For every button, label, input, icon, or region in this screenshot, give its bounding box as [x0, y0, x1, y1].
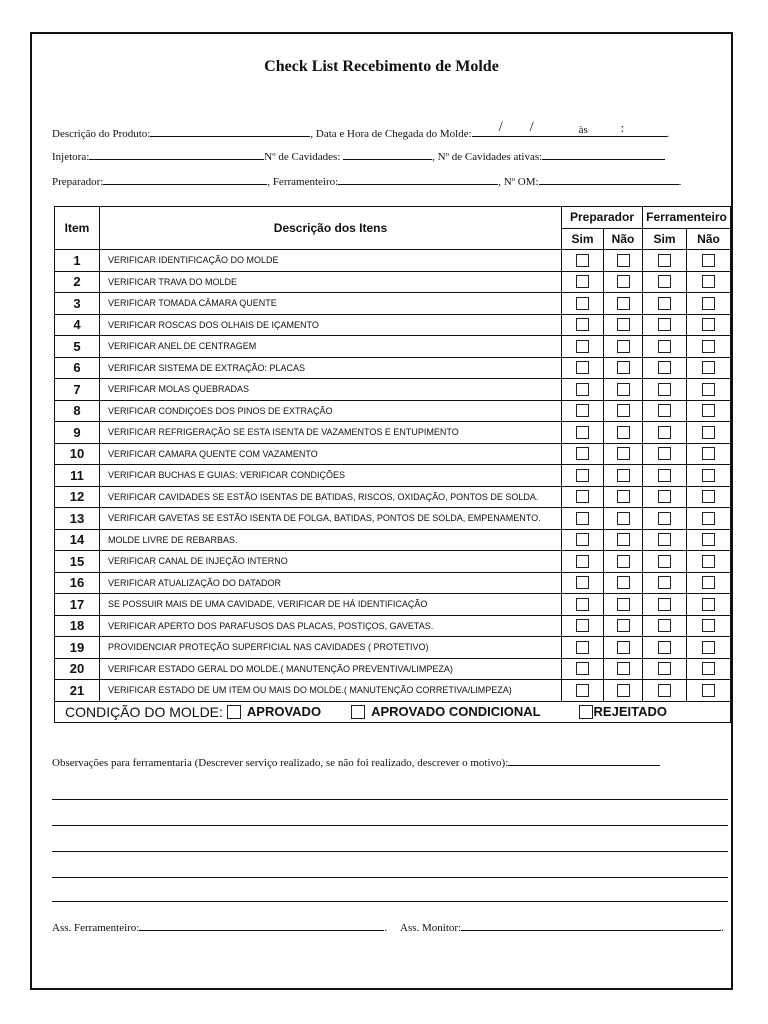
checkbox-prep-sim[interactable] [576, 361, 589, 374]
checkbox-prep-nao[interactable] [617, 404, 630, 417]
checkbox-cell-prep-nao [604, 271, 643, 293]
item-description: VERIFICAR ESTADO GERAL DO MOLDE.( MANUTENÇÃO PREVENTIVA/LIMPEZA) [100, 658, 562, 680]
table-row [55, 336, 731, 358]
header-ferr-nao: Não [687, 228, 731, 250]
checkbox-ferr-nao[interactable] [702, 662, 715, 675]
checkbox-prep-sim[interactable] [576, 576, 589, 589]
checkbox-prep-sim[interactable] [576, 598, 589, 611]
checkbox-cell-prep-sim [562, 271, 604, 293]
item-description: VERIFICAR ANEL DE CENTRAGEM [100, 336, 562, 358]
table-row [55, 357, 731, 379]
checkbox-cell-ferr-sim [643, 250, 687, 272]
ass-monitor-label: Ass. Monitor: [400, 922, 462, 934]
checkbox-prep-nao[interactable] [617, 662, 630, 675]
checkbox-prep-nao[interactable] [617, 254, 630, 267]
checkbox-cell-prep-sim [562, 658, 604, 680]
checkbox-cell-ferr-nao [687, 250, 731, 272]
ferramenteiro-field[interactable] [338, 173, 498, 185]
checkbox-ferr-sim[interactable] [658, 490, 671, 503]
checkbox-cell-ferr-nao [687, 314, 731, 336]
observacoes-line-1[interactable] [52, 799, 728, 800]
checkbox-ferr-sim[interactable] [658, 383, 671, 396]
checkbox-prep-sim[interactable] [576, 555, 589, 568]
item-description: VERIFICAR ESTADO DE UM ITEM OU MAIS DO MOLDE.( MANUTENÇÃO CORRETIVA/LIMPEZA) [100, 680, 562, 702]
header-prep-sim: Sim [562, 228, 604, 250]
checkbox-cell-prep-sim [562, 443, 604, 465]
checkbox-cell-ferr-nao [687, 271, 731, 293]
checkbox-ferr-nao[interactable] [702, 619, 715, 632]
observacoes-line-3[interactable] [52, 851, 728, 852]
checkbox-cell-ferr-nao [687, 572, 731, 594]
item-description: VERIFICAR GAVETAS SE ESTÃO ISENTA DE FOLGA, BATIDAS, PONTOS DE SOLDA, EMPENAMENTO. [100, 508, 562, 530]
checkbox-prep-sim[interactable] [576, 340, 589, 353]
num-cavidades-ativas-label: Nº de Cavidades ativas: [437, 151, 543, 163]
checkbox-cell-prep-sim [562, 486, 604, 508]
checkbox-cell-prep-sim [562, 508, 604, 530]
checkbox-cell-prep-nao [604, 508, 643, 530]
descricao-produto-field[interactable] [150, 125, 310, 137]
header-ferramenteiro: Ferramenteiro [643, 207, 731, 229]
item-number: 8 [55, 400, 100, 422]
table-row [55, 379, 731, 401]
item-description: VERIFICAR ROSCAS DOS OLHAIS DE IÇAMENTO [100, 314, 562, 336]
item-number: 17 [55, 594, 100, 616]
item-number: 3 [55, 293, 100, 315]
checkbox-ferr-sim[interactable] [658, 361, 671, 374]
checkbox-prep-nao[interactable] [617, 490, 630, 503]
item-description: VERIFICAR APERTO DOS PARAFUSOS DAS PLACAS, POSTIÇOS, GAVETAS. [100, 615, 562, 637]
table-row [55, 271, 731, 293]
preparador-label: Preparador: [52, 176, 104, 188]
item-number: 18 [55, 615, 100, 637]
injetora-label: Injetora: [52, 151, 90, 163]
table-row [55, 615, 731, 637]
checkbox-cell-ferr-sim [643, 486, 687, 508]
as-label: às [578, 124, 588, 136]
item-number: 6 [55, 357, 100, 379]
item-description: VERIFICAR ATUALIZAÇÃO DO DATADOR [100, 572, 562, 594]
checkbox-ferr-sim[interactable] [658, 684, 671, 697]
produto-line: Descrição do Produto: , Data e Hora de Chegada do Molde: / / às : . [52, 119, 670, 140]
checkbox-prep-nao[interactable] [617, 361, 630, 374]
checkbox-cell-ferr-sim [643, 465, 687, 487]
item-number: 19 [55, 637, 100, 659]
header-prep-nao: Não [604, 228, 643, 250]
checkbox-cell-ferr-sim [643, 572, 687, 594]
checkbox-cell-ferr-sim [643, 508, 687, 530]
checkbox-prep-nao[interactable] [617, 684, 630, 697]
checkbox-prep-nao[interactable] [617, 555, 630, 568]
table-row [55, 400, 731, 422]
checkbox-prep-sim[interactable] [576, 297, 589, 310]
checkbox-cell-prep-sim [562, 465, 604, 487]
item-number: 7 [55, 379, 100, 401]
descricao-produto-label: Descrição do Produto: [52, 128, 151, 140]
data-hora-label: Data e Hora de Chegada do Molde: [315, 128, 472, 140]
checkbox-cell-prep-sim [562, 594, 604, 616]
checkbox-ferr-sim[interactable] [658, 512, 671, 525]
table-row [55, 250, 731, 272]
observacoes-line-5[interactable] [52, 901, 728, 902]
checkbox-ferr-sim[interactable] [658, 533, 671, 546]
item-number: 11 [55, 465, 100, 487]
checkbox-cell-ferr-nao [687, 658, 731, 680]
ass-ferramenteiro-label: Ass. Ferramenteiro: [52, 922, 140, 934]
checkbox-prep-nao[interactable] [617, 340, 630, 353]
checkbox-prep-nao[interactable] [617, 469, 630, 482]
checkbox-ferr-nao[interactable] [702, 576, 715, 589]
checkbox-ferr-sim[interactable] [658, 447, 671, 460]
checkbox-cell-ferr-sim [643, 314, 687, 336]
item-description: VERIFICAR MOLAS QUEBRADAS [100, 379, 562, 401]
checkbox-cell-prep-sim [562, 529, 604, 551]
checkbox-ferr-nao[interactable] [702, 404, 715, 417]
ferramenteiro-label: Ferramenteiro: [272, 176, 339, 188]
item-number: 15 [55, 551, 100, 573]
rejeitado-checkbox[interactable] [579, 705, 593, 719]
table-row [55, 594, 731, 616]
checkbox-prep-sim[interactable] [576, 490, 589, 503]
checkbox-prep-sim[interactable] [576, 404, 589, 417]
checkbox-cell-prep-sim [562, 400, 604, 422]
preparador-line: Preparador: , Ferramenteiro: , Nº OM: . [52, 173, 681, 188]
checkbox-cell-ferr-nao [687, 615, 731, 637]
table-row [55, 443, 731, 465]
checkbox-cell-prep-nao [604, 551, 643, 573]
checkbox-cell-ferr-sim [643, 293, 687, 315]
checklist-table [54, 206, 731, 723]
checkbox-cell-ferr-nao [687, 443, 731, 465]
item-number: 2 [55, 271, 100, 293]
checkbox-cell-prep-nao [604, 293, 643, 315]
checkbox-ferr-nao[interactable] [702, 641, 715, 654]
checkbox-ferr-sim[interactable] [658, 619, 671, 632]
checkbox-prep-nao[interactable] [617, 576, 630, 589]
item-description: VERIFICAR CONDIÇOES DOS PINOS DE EXTRAÇÃO [100, 400, 562, 422]
checkbox-cell-ferr-nao [687, 486, 731, 508]
checkbox-prep-sim[interactable] [576, 447, 589, 460]
checkbox-cell-prep-nao [604, 443, 643, 465]
checkbox-cell-ferr-nao [687, 637, 731, 659]
checkbox-cell-ferr-nao [687, 379, 731, 401]
checkbox-cell-ferr-sim [643, 379, 687, 401]
num-om-label: Nº OM: [503, 176, 539, 188]
checkbox-prep-sim[interactable] [576, 469, 589, 482]
checkbox-ferr-sim[interactable] [658, 275, 671, 288]
item-description: VERIFICAR TOMADA CÂMARA QUENTE [100, 293, 562, 315]
checkbox-cell-prep-nao [604, 594, 643, 616]
ass-ferramenteiro-field[interactable] [139, 919, 384, 931]
checkbox-ferr-sim[interactable] [658, 426, 671, 439]
preparador-field[interactable] [103, 173, 267, 185]
checklist-rows [55, 250, 731, 702]
table-row [55, 529, 731, 551]
table-row [55, 658, 731, 680]
condicao-row [55, 701, 731, 723]
checkbox-cell-ferr-sim [643, 529, 687, 551]
checkbox-cell-ferr-nao [687, 357, 731, 379]
checkbox-ferr-nao[interactable] [702, 512, 715, 525]
checkbox-cell-ferr-sim [643, 680, 687, 702]
checkbox-ferr-sim[interactable] [658, 469, 671, 482]
item-number: 21 [55, 680, 100, 702]
checkbox-cell-prep-sim [562, 680, 604, 702]
date-sep-1: / [498, 119, 503, 135]
checkbox-cell-prep-nao [604, 250, 643, 272]
item-description: VERIFICAR BUCHAS E GUIAS: VERIFICAR CONDIÇÕES [100, 465, 562, 487]
checkbox-cell-ferr-sim [643, 615, 687, 637]
checkbox-ferr-nao[interactable] [702, 426, 715, 439]
checkbox-ferr-nao[interactable] [702, 490, 715, 503]
num-om-field[interactable] [539, 173, 679, 185]
header-preparador: Preparador [562, 207, 643, 229]
item-number: 5 [55, 336, 100, 358]
table-row [55, 637, 731, 659]
checkbox-cell-prep-sim [562, 551, 604, 573]
page-title: Check List Recebimento de Molde [264, 58, 499, 75]
checkbox-prep-sim[interactable] [576, 318, 589, 331]
checkbox-ferr-nao[interactable] [702, 297, 715, 310]
observacoes-line [52, 754, 660, 769]
item-description: VERIFICAR REFRIGERAÇÃO SE ESTA ISENTA DE VAZAMENTOS E ENTUPIMENTO [100, 422, 562, 444]
injetora-line: Injetora: Nº de Cavidades: , Nº de Cavidades ativas: [52, 148, 665, 163]
checkbox-cell-ferr-nao [687, 551, 731, 573]
checkbox-cell-prep-sim [562, 572, 604, 594]
checkbox-cell-ferr-nao [687, 680, 731, 702]
checkbox-cell-prep-nao [604, 400, 643, 422]
checkbox-prep-sim[interactable] [576, 512, 589, 525]
checkbox-prep-nao[interactable] [617, 619, 630, 632]
table-row [55, 508, 731, 530]
checkbox-cell-ferr-nao [687, 293, 731, 315]
checkbox-prep-nao[interactable] [617, 533, 630, 546]
checkbox-prep-nao[interactable] [617, 598, 630, 611]
checkbox-ferr-nao[interactable] [702, 340, 715, 353]
checkbox-cell-prep-sim [562, 615, 604, 637]
aprovado-condicional-checkbox[interactable] [351, 705, 365, 719]
checkbox-cell-ferr-nao [687, 508, 731, 530]
checkbox-ferr-sim[interactable] [658, 254, 671, 267]
checkbox-cell-prep-nao [604, 314, 643, 336]
checkbox-ferr-nao[interactable] [702, 275, 715, 288]
data-hora-field[interactable] [472, 119, 667, 137]
item-number: 12 [55, 486, 100, 508]
checkbox-cell-ferr-sim [643, 594, 687, 616]
checkbox-prep-sim[interactable] [576, 383, 589, 396]
item-description: VERIFICAR CAVIDADES SE ESTÃO ISENTAS DE BATIDAS, RISCOS, OXIDAÇÃO, PONTOS DE SOLDA. [100, 486, 562, 508]
condicao-label: CONDIÇÃO DO MOLDE: [65, 703, 223, 720]
ass-monitor-field[interactable] [461, 919, 721, 931]
checkbox-ferr-sim[interactable] [658, 576, 671, 589]
num-cavidades-field[interactable] [343, 148, 432, 160]
checkbox-cell-prep-sim [562, 357, 604, 379]
checkbox-ferr-sim[interactable] [658, 297, 671, 310]
item-description: VERIFICAR SISTEMA DE EXTRAÇÃO: PLACAS [100, 357, 562, 379]
table-row [55, 486, 731, 508]
item-number: 16 [55, 572, 100, 594]
checkbox-ferr-sim[interactable] [658, 555, 671, 568]
checkbox-cell-ferr-nao [687, 465, 731, 487]
checkbox-prep-nao[interactable] [617, 383, 630, 396]
checkbox-ferr-nao[interactable] [702, 598, 715, 611]
checkbox-cell-prep-sim [562, 250, 604, 272]
checkbox-cell-prep-nao [604, 379, 643, 401]
item-description: VERIFICAR TRAVA DO MOLDE [100, 271, 562, 293]
hora-sep: : [620, 120, 625, 135]
header-ferr-sim: Sim [643, 228, 687, 250]
checkbox-cell-prep-sim [562, 336, 604, 358]
checkbox-prep-sim[interactable] [576, 533, 589, 546]
observacoes-field[interactable] [508, 754, 660, 766]
checkbox-ferr-nao[interactable] [702, 383, 715, 396]
item-number: 20 [55, 658, 100, 680]
checkbox-ferr-sim[interactable] [658, 641, 671, 654]
checkbox-ferr-nao[interactable] [702, 555, 715, 568]
aprovado-checkbox[interactable] [227, 705, 241, 719]
checkbox-ferr-nao[interactable] [702, 684, 715, 697]
checkbox-cell-ferr-sim [643, 271, 687, 293]
checkbox-cell-prep-sim [562, 314, 604, 336]
checkbox-cell-ferr-sim [643, 336, 687, 358]
checkbox-cell-prep-nao [604, 637, 643, 659]
header-descricao: Descrição dos Itens [100, 207, 562, 250]
aprovado-condicional-label: APROVADO CONDICIONAL [371, 704, 541, 720]
table-row [55, 465, 731, 487]
checkbox-cell-ferr-nao [687, 594, 731, 616]
observacoes-label: Observações para ferramentaria (Descrever serviço realizado, se não foi realizado, descrever o motivo): [52, 757, 509, 769]
checkbox-ferr-nao[interactable] [702, 254, 715, 267]
table-row [55, 314, 731, 336]
checkbox-ferr-nao[interactable] [702, 469, 715, 482]
table-row [55, 551, 731, 573]
rejeitado-label: REJEITADO [593, 704, 667, 720]
checkbox-cell-prep-nao [604, 572, 643, 594]
checkbox-cell-prep-sim [562, 293, 604, 315]
ass-ferramenteiro-line: Ass. Ferramenteiro: . [52, 919, 387, 934]
checkbox-cell-ferr-sim [643, 637, 687, 659]
checkbox-ferr-nao[interactable] [702, 533, 715, 546]
checkbox-cell-prep-nao [604, 465, 643, 487]
item-number: 10 [55, 443, 100, 465]
num-cavidades-ativas-field[interactable] [542, 148, 665, 160]
item-number: 4 [55, 314, 100, 336]
checkbox-cell-ferr-sim [643, 658, 687, 680]
checkbox-ferr-sim[interactable] [658, 404, 671, 417]
checkbox-prep-sim[interactable] [576, 684, 589, 697]
checkbox-cell-prep-sim [562, 379, 604, 401]
checkbox-cell-prep-nao [604, 615, 643, 637]
table-row [55, 422, 731, 444]
checkbox-ferr-sim[interactable] [658, 598, 671, 611]
checkbox-ferr-sim[interactable] [658, 662, 671, 675]
checkbox-prep-nao[interactable] [617, 512, 630, 525]
table-row [55, 293, 731, 315]
item-description: MOLDE LIVRE DE REBARBAS. [100, 529, 562, 551]
item-number: 13 [55, 508, 100, 530]
checkbox-prep-sim[interactable] [576, 254, 589, 267]
checkbox-cell-ferr-sim [643, 400, 687, 422]
checkbox-prep-sim[interactable] [576, 662, 589, 675]
header-item: Item [55, 207, 100, 250]
date-sep-2: / [529, 119, 534, 135]
item-description: PROVIDENCIAR PROTEÇÃO SUPERFICIAL NAS CAVIDADES ( PROTETIVO) [100, 637, 562, 659]
checkbox-cell-ferr-sim [643, 443, 687, 465]
checkbox-cell-prep-nao [604, 529, 643, 551]
checkbox-ferr-nao[interactable] [702, 361, 715, 374]
checkbox-prep-nao[interactable] [617, 275, 630, 288]
checkbox-cell-prep-nao [604, 658, 643, 680]
checkbox-cell-ferr-nao [687, 400, 731, 422]
checkbox-cell-ferr-sim [643, 357, 687, 379]
checkbox-cell-ferr-nao [687, 422, 731, 444]
checkbox-ferr-sim[interactable] [658, 340, 671, 353]
checkbox-cell-prep-nao [604, 680, 643, 702]
num-cavidades-label: Nº de Cavidades: [264, 151, 341, 163]
checkbox-cell-ferr-nao [687, 529, 731, 551]
item-number: 1 [55, 250, 100, 272]
checkbox-ferr-nao[interactable] [702, 447, 715, 460]
item-number: 14 [55, 529, 100, 551]
ass-monitor-line: Ass. Monitor: . [400, 919, 724, 934]
item-number: 9 [55, 422, 100, 444]
item-description: VERIFICAR CAMARA QUENTE COM VAZAMENTO [100, 443, 562, 465]
item-description: VERIFICAR IDENTIFICAÇÃO DO MOLDE [100, 250, 562, 272]
checkbox-prep-nao[interactable] [617, 447, 630, 460]
item-description: SE POSSUIR MAIS DE UMA CAVIDADE, VERIFICAR DE HÁ IDENTIFICAÇÃO [100, 594, 562, 616]
table-row [55, 680, 731, 702]
checkbox-prep-sim[interactable] [576, 619, 589, 632]
observacoes-line-4[interactable] [52, 877, 728, 878]
aprovado-label: APROVADO [246, 704, 322, 720]
table-row [55, 572, 731, 594]
checkbox-cell-prep-sim [562, 422, 604, 444]
checkbox-ferr-nao[interactable] [702, 318, 715, 331]
checkbox-prep-sim[interactable] [576, 426, 589, 439]
checkbox-cell-prep-sim [562, 637, 604, 659]
checkbox-prep-sim[interactable] [576, 641, 589, 654]
checkbox-cell-prep-nao [604, 357, 643, 379]
checkbox-cell-ferr-nao [687, 336, 731, 358]
checkbox-prep-nao[interactable] [617, 426, 630, 439]
checkbox-prep-nao[interactable] [617, 318, 630, 331]
checkbox-prep-sim[interactable] [576, 275, 589, 288]
checkbox-ferr-sim[interactable] [658, 318, 671, 331]
injetora-field[interactable] [89, 148, 264, 160]
checkbox-prep-nao[interactable] [617, 641, 630, 654]
checkbox-cell-ferr-sim [643, 551, 687, 573]
checkbox-prep-nao[interactable] [617, 297, 630, 310]
observacoes-line-2[interactable] [52, 825, 728, 826]
item-description: VERIFICAR CANAL DE INJEÇÃO INTERNO [100, 551, 562, 573]
checkbox-cell-ferr-sim [643, 422, 687, 444]
checklist-page [30, 32, 733, 990]
checkbox-cell-prep-nao [604, 422, 643, 444]
checkbox-cell-prep-nao [604, 336, 643, 358]
checkbox-cell-prep-nao [604, 486, 643, 508]
